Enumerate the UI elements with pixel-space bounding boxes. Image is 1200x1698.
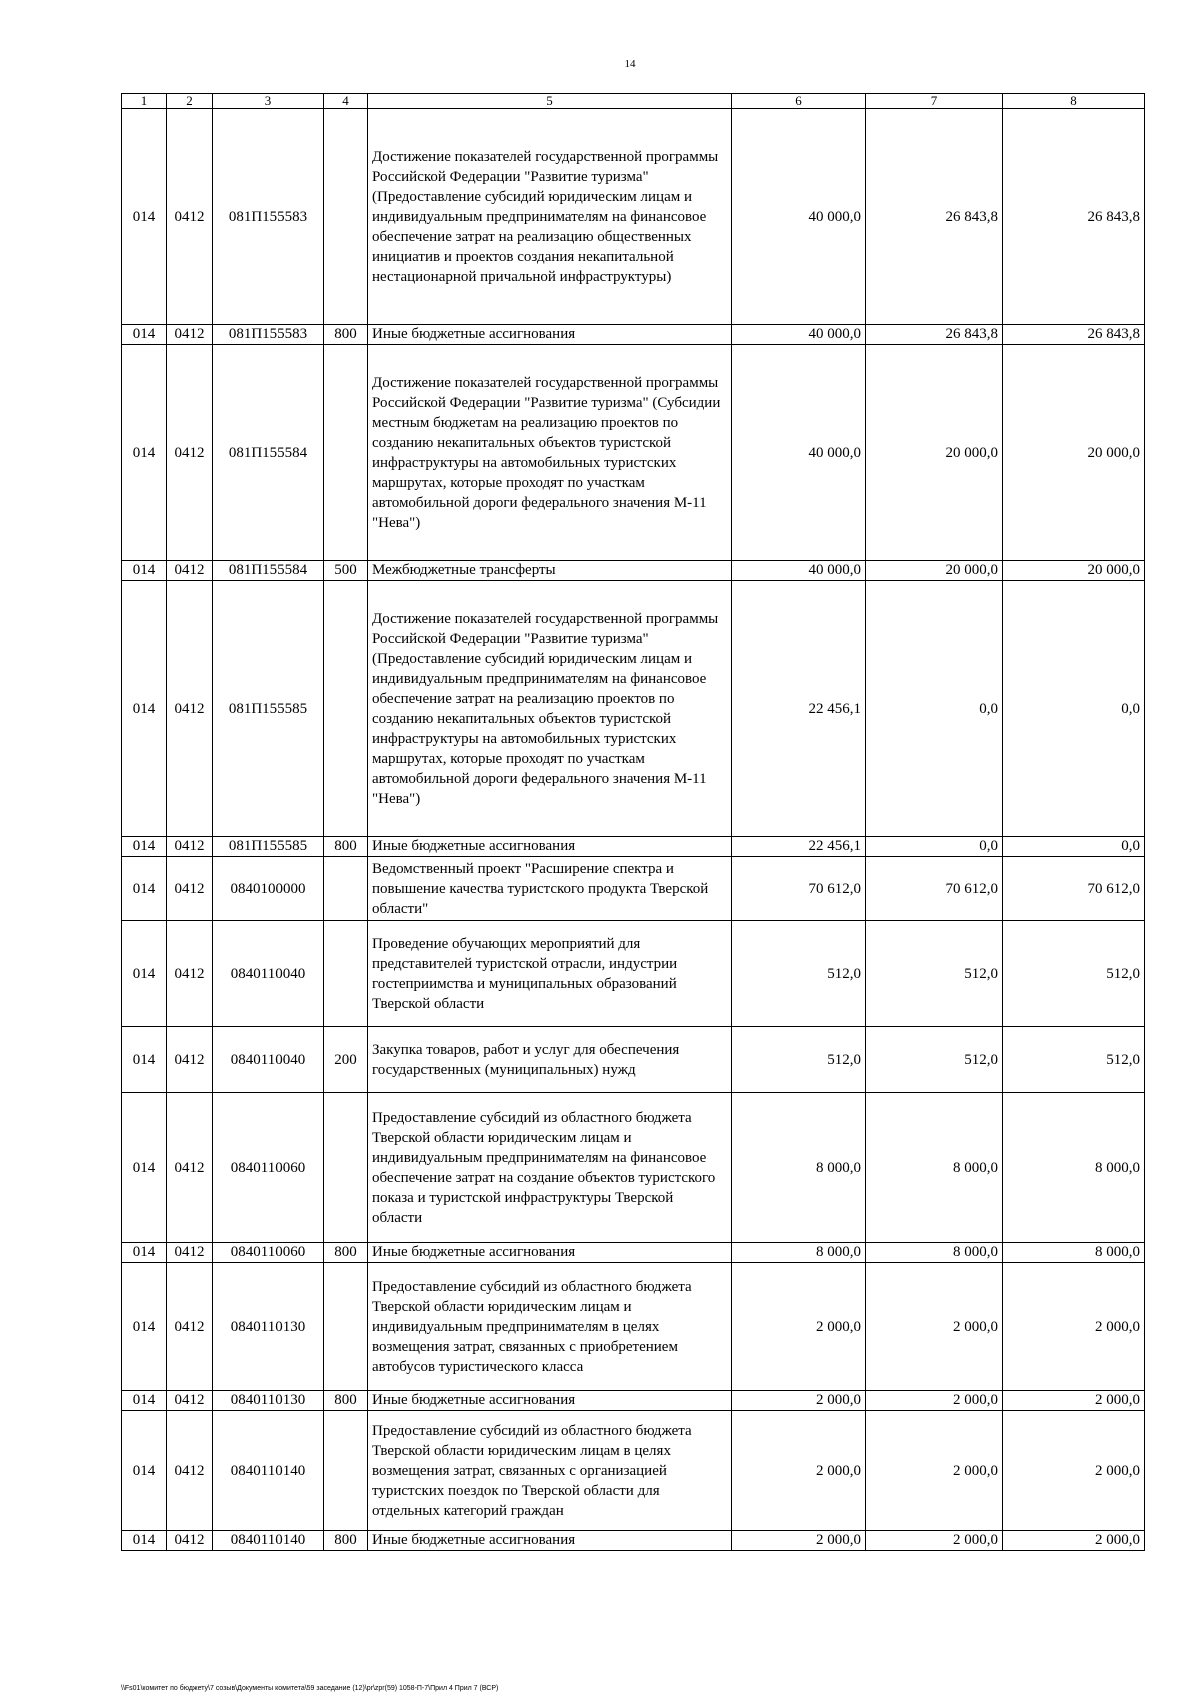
section-code-cell: 0412 — [167, 109, 213, 325]
target-article-cell: 0840110060 — [213, 1093, 324, 1243]
amount-cell: 2 000,0 — [1003, 1531, 1145, 1551]
column-header: 6 — [732, 94, 866, 109]
ministry-code-cell: 014 — [122, 109, 167, 325]
description-cell: Иные бюджетные ассигнования — [368, 1531, 732, 1551]
target-article-cell: 081П155584 — [213, 345, 324, 561]
amount-cell: 26 843,8 — [1003, 325, 1145, 345]
amount-cell: 40 000,0 — [732, 561, 866, 581]
section-code-cell: 0412 — [167, 1391, 213, 1411]
description-cell: Иные бюджетные ассигнования — [368, 1391, 732, 1411]
table-row — [122, 1531, 1145, 1551]
target-article-cell: 081П155583 — [213, 109, 324, 325]
description-cell: Иные бюджетные ассигнования — [368, 1243, 732, 1263]
amount-cell: 20 000,0 — [866, 345, 1003, 561]
amount-cell: 2 000,0 — [866, 1263, 1003, 1391]
amount-cell: 512,0 — [732, 921, 866, 1027]
section-code-cell: 0412 — [167, 1027, 213, 1093]
expense-type-cell: 800 — [324, 1531, 368, 1551]
ministry-code-cell: 014 — [122, 921, 167, 1027]
amount-cell: 22 456,1 — [732, 837, 866, 857]
description-cell: Предоставление субсидий из областного бюджета Тверской области юридическим лицам и индивидуальным предпринимателям в целях возмещения затрат, связанных с приобретением автобусов туристического класса — [368, 1263, 732, 1391]
column-header: 4 — [324, 94, 368, 109]
target-article-cell: 081П155585 — [213, 837, 324, 857]
expense-type-cell — [324, 109, 368, 325]
expense-type-cell: 800 — [324, 1391, 368, 1411]
amount-cell: 40 000,0 — [732, 345, 866, 561]
target-article-cell: 081П155584 — [213, 561, 324, 581]
section-code-cell: 0412 — [167, 1411, 213, 1531]
table-row — [122, 1243, 1145, 1263]
expense-type-cell: 800 — [324, 837, 368, 857]
table-row — [122, 1263, 1145, 1391]
expense-type-cell: 800 — [324, 325, 368, 345]
ministry-code-cell: 014 — [122, 1027, 167, 1093]
column-header: 2 — [167, 94, 213, 109]
target-article-cell: 0840110130 — [213, 1391, 324, 1411]
target-article-cell: 0840110040 — [213, 921, 324, 1027]
amount-cell: 0,0 — [1003, 837, 1145, 857]
description-cell: Достижение показателей государственной программы Российской Федерации "Развитие туризма" (Субсидии местным бюджетам на реализацию проектов по созданию некапитальных объектов туристской инфраструктуры на автомобильных туристских маршрутах, которые проходят по участкам автомобильной дороги федерального значения М-11 "Нева") — [368, 345, 732, 561]
amount-cell: 8 000,0 — [1003, 1093, 1145, 1243]
target-article-cell: 0840100000 — [213, 857, 324, 921]
ministry-code-cell: 014 — [122, 325, 167, 345]
ministry-code-cell: 014 — [122, 1093, 167, 1243]
amount-cell: 20 000,0 — [1003, 345, 1145, 561]
ministry-code-cell: 014 — [122, 1243, 167, 1263]
section-code-cell: 0412 — [167, 561, 213, 581]
column-header: 7 — [866, 94, 1003, 109]
amount-cell: 2 000,0 — [732, 1411, 866, 1531]
amount-cell: 2 000,0 — [732, 1391, 866, 1411]
amount-cell: 2 000,0 — [1003, 1263, 1145, 1391]
table-row — [122, 561, 1145, 581]
amount-cell: 70 612,0 — [866, 857, 1003, 921]
target-article-cell: 081П155585 — [213, 581, 324, 837]
expense-type-cell: 200 — [324, 1027, 368, 1093]
description-cell: Достижение показателей государственной программы Российской Федерации "Развитие туризма" (Предоставление субсидий юридическим лицам и индивидуальным предпринимателям на финансовое обеспечение затрат на реализацию общественных инициатив и проектов создания некапитальной нестационарной причальной инфраструктуры) — [368, 109, 732, 325]
page-number: 14 — [624, 58, 636, 70]
amount-cell: 40 000,0 — [732, 325, 866, 345]
amount-cell: 2 000,0 — [866, 1531, 1003, 1551]
description-cell: Иные бюджетные ассигнования — [368, 325, 732, 345]
amount-cell: 8 000,0 — [732, 1093, 866, 1243]
amount-cell: 20 000,0 — [1003, 561, 1145, 581]
table-row — [122, 1411, 1145, 1531]
column-header: 5 — [368, 94, 732, 109]
expense-type-cell — [324, 921, 368, 1027]
amount-cell: 2 000,0 — [866, 1391, 1003, 1411]
amount-cell: 8 000,0 — [1003, 1243, 1145, 1263]
ministry-code-cell: 014 — [122, 1391, 167, 1411]
ministry-code-cell: 014 — [122, 1531, 167, 1551]
amount-cell: 22 456,1 — [732, 581, 866, 837]
column-header: 1 — [122, 94, 167, 109]
table-row — [122, 581, 1145, 837]
amount-cell: 20 000,0 — [866, 561, 1003, 581]
column-header: 3 — [213, 94, 324, 109]
amount-cell: 40 000,0 — [732, 109, 866, 325]
amount-cell: 0,0 — [866, 837, 1003, 857]
amount-cell: 2 000,0 — [1003, 1411, 1145, 1531]
ministry-code-cell: 014 — [122, 345, 167, 561]
amount-cell: 512,0 — [732, 1027, 866, 1093]
section-code-cell: 0412 — [167, 1531, 213, 1551]
ministry-code-cell: 014 — [122, 837, 167, 857]
amount-cell: 26 843,8 — [866, 325, 1003, 345]
table-row — [122, 325, 1145, 345]
amount-cell: 8 000,0 — [866, 1093, 1003, 1243]
table-row — [122, 837, 1145, 857]
section-code-cell: 0412 — [167, 1243, 213, 1263]
amount-cell: 512,0 — [866, 1027, 1003, 1093]
ministry-code-cell: 014 — [122, 1263, 167, 1391]
table-row — [122, 1027, 1145, 1093]
amount-cell: 26 843,8 — [1003, 109, 1145, 325]
amount-cell: 512,0 — [1003, 921, 1145, 1027]
table-row — [122, 1093, 1145, 1243]
target-article-cell: 0840110040 — [213, 1027, 324, 1093]
table-row — [122, 857, 1145, 921]
amount-cell: 26 843,8 — [866, 109, 1003, 325]
description-cell: Иные бюджетные ассигнования — [368, 837, 732, 857]
amount-cell: 2 000,0 — [1003, 1391, 1145, 1411]
section-code-cell: 0412 — [167, 921, 213, 1027]
section-code-cell: 0412 — [167, 581, 213, 837]
ministry-code-cell: 014 — [122, 561, 167, 581]
table-row — [122, 1391, 1145, 1411]
target-article-cell: 0840110060 — [213, 1243, 324, 1263]
amount-cell: 512,0 — [866, 921, 1003, 1027]
table-row — [122, 921, 1145, 1027]
expense-type-cell: 500 — [324, 561, 368, 581]
description-cell: Межбюджетные трансферты — [368, 561, 732, 581]
expense-type-cell — [324, 1263, 368, 1391]
amount-cell: 8 000,0 — [732, 1243, 866, 1263]
section-code-cell: 0412 — [167, 325, 213, 345]
budget-table — [121, 93, 1145, 1551]
table-row — [122, 345, 1145, 561]
amount-cell: 8 000,0 — [866, 1243, 1003, 1263]
column-header: 8 — [1003, 94, 1145, 109]
file-path-footer: \\Fs01\комитет по бюджету\7 созыв\Документы комитета\59 заседание (12)\pr\zpr(59) 1058-П-7\Прил 4 Прил 7 (ВСР) — [121, 1685, 499, 1692]
description-cell: Проведение обучающих мероприятий для представителей туристской отрасли, индустрии гостеприимства и муниципальных образований Тверской области — [368, 921, 732, 1027]
expense-type-cell — [324, 345, 368, 561]
description-cell: Закупка товаров, работ и услуг для обеспечения государственных (муниципальных) нужд — [368, 1027, 732, 1093]
column-number-header-row — [122, 94, 1145, 109]
expense-type-cell — [324, 581, 368, 837]
ministry-code-cell: 014 — [122, 581, 167, 837]
expense-type-cell — [324, 1093, 368, 1243]
amount-cell: 70 612,0 — [1003, 857, 1145, 921]
section-code-cell: 0412 — [167, 1263, 213, 1391]
section-code-cell: 0412 — [167, 345, 213, 561]
target-article-cell: 0840110130 — [213, 1263, 324, 1391]
target-article-cell: 0840110140 — [213, 1411, 324, 1531]
amount-cell: 0,0 — [866, 581, 1003, 837]
section-code-cell: 0412 — [167, 857, 213, 921]
description-cell: Предоставление субсидий из областного бюджета Тверской области юридическим лицам в целях возмещения затрат, связанных с организацией туристских поездок по Тверской области для отдельных категорий граждан — [368, 1411, 732, 1531]
target-article-cell: 0840110140 — [213, 1531, 324, 1551]
amount-cell: 512,0 — [1003, 1027, 1145, 1093]
section-code-cell: 0412 — [167, 1093, 213, 1243]
amount-cell: 2 000,0 — [732, 1263, 866, 1391]
amount-cell: 70 612,0 — [732, 857, 866, 921]
target-article-cell: 081П155583 — [213, 325, 324, 345]
ministry-code-cell: 014 — [122, 1411, 167, 1531]
description-cell: Достижение показателей государственной программы Российской Федерации "Развитие туризма" (Предоставление субсидий юридическим лицам и индивидуальным предпринимателям на финансовое обеспечение затрат на реализацию проектов по созданию некапитальных объектов туристской инфраструктуры на автомобильных туристских маршрутах, которые проходят по участкам автомобильной дороги федерального значения М-11 "Нева") — [368, 581, 732, 837]
description-cell: Ведомственный проект "Расширение спектра и повышение качества туристского продукта Тверской области" — [368, 857, 732, 921]
table-row — [122, 109, 1145, 325]
amount-cell: 0,0 — [1003, 581, 1145, 837]
amount-cell: 2 000,0 — [732, 1531, 866, 1551]
description-cell: Предоставление субсидий из областного бюджета Тверской области юридическим лицам и индивидуальным предпринимателям на финансовое обеспечение затрат на создание объектов туристского показа и туристской инфраструктуры Тверской области — [368, 1093, 732, 1243]
expense-type-cell: 800 — [324, 1243, 368, 1263]
ministry-code-cell: 014 — [122, 857, 167, 921]
expense-type-cell — [324, 1411, 368, 1531]
amount-cell: 2 000,0 — [866, 1411, 1003, 1531]
expense-type-cell — [324, 857, 368, 921]
section-code-cell: 0412 — [167, 837, 213, 857]
